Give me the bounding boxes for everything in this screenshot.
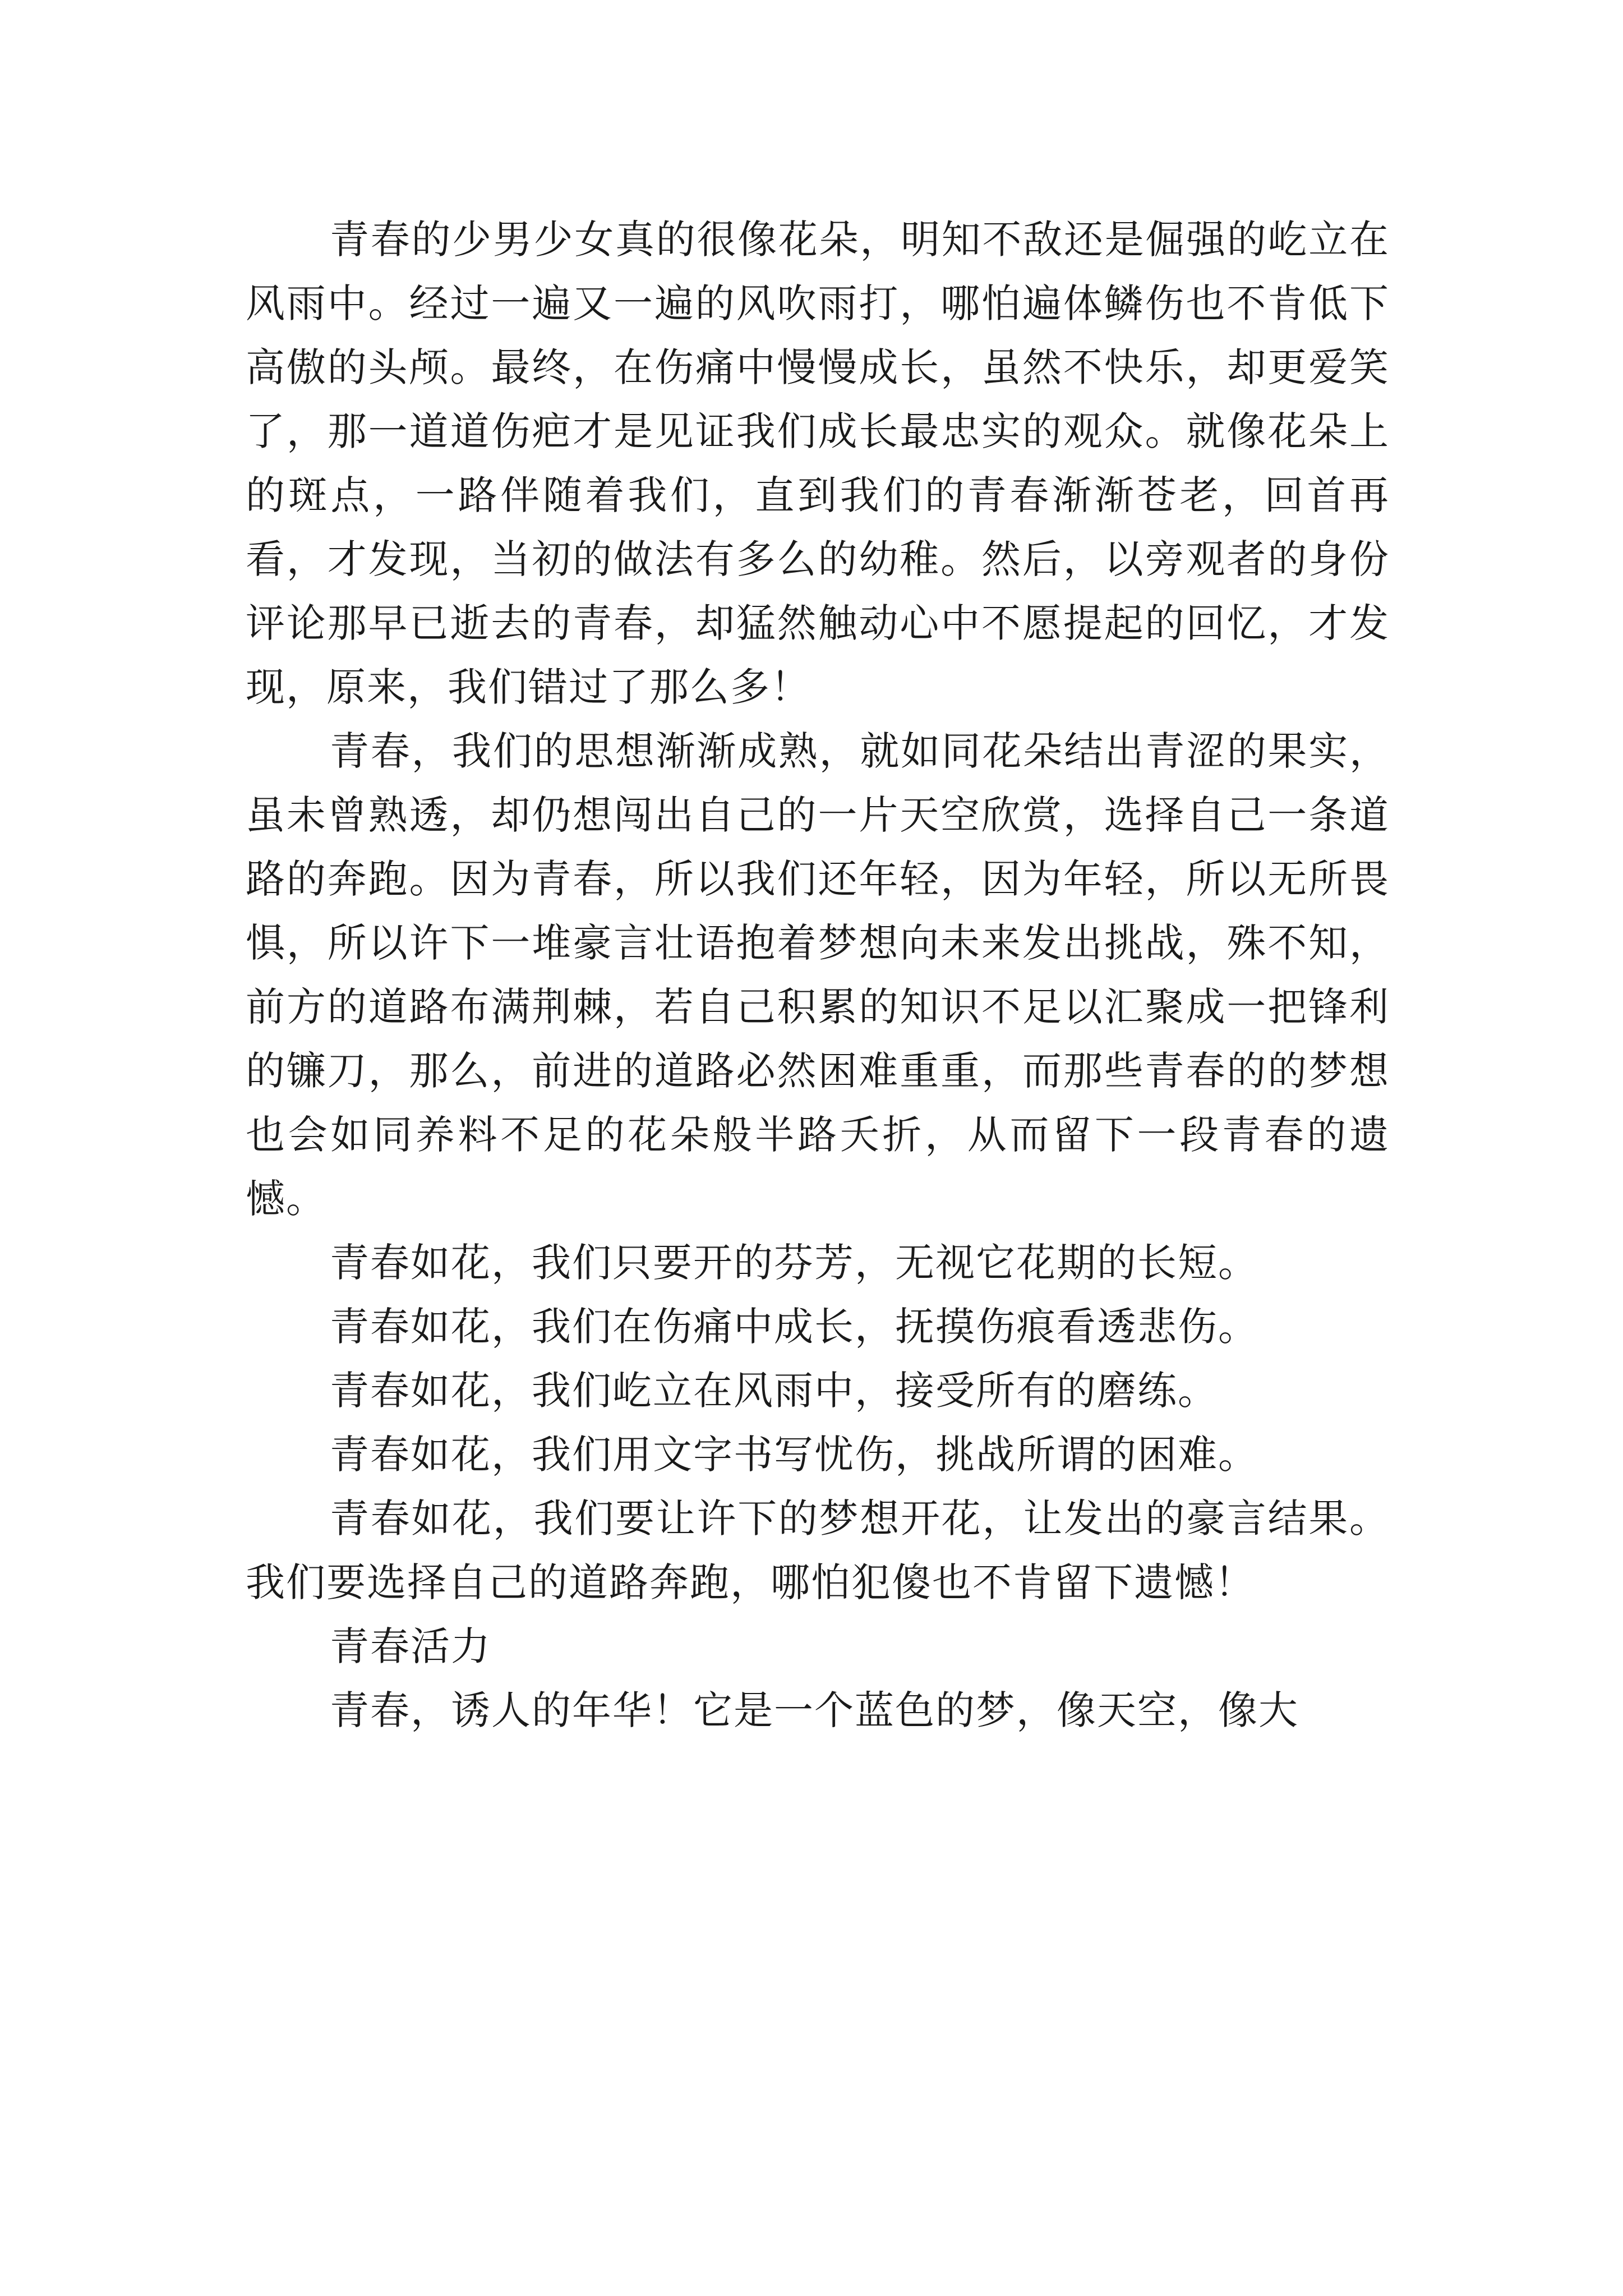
paragraph-5: 青春如花，我们屹立在风雨中，接受所有的磨练。 xyxy=(330,1368,1218,1414)
paragraph-8: 青春，诱人的年华！它是一个蓝色的梦，像天空，像大 xyxy=(330,1687,1299,1733)
paragraph-6: 青春如花，我们用文字书写忧伤，挑战所谓的困难。 xyxy=(330,1432,1258,1478)
document-body xyxy=(246,208,1390,1742)
paragraph-2: 青春，我们的思想渐渐成熟，就如同花朵结出青涩的果实，虽未曾熟透，却仍想闯出自己的一片天空欣赏，选择自己一条道路的奔跑。因为青春，所以我们还年轻，因为年轻，所以无所畏惧，所以许下一堆豪言壮语抱着梦想向未来发出挑战，殊不知，前方的道路布满荆棘，若自己积累的知识不足以汇聚成一把锋利的镰刀，那么，前进的道路必然困难重重，而那些青春的的梦想也会如同养料不足的花朵般半路夭折，从而留下一段青春的遗憾。 xyxy=(246,728,1390,1222)
section-heading: 青春活力 xyxy=(330,1623,491,1669)
paragraph-7: 青春如花，我们要让许下的梦想开花，让发出的豪言结果。我们要选择自己的道路奔跑，哪怕犯傻也不肯留下遗憾！ xyxy=(246,1496,1390,1605)
paragraph-1: 青春的少男少女真的很像花朵，明知不敌还是倔强的屹立在风雨中。经过一遍又一遍的风吹雨打，哪怕遍体鳞伤也不肯低下高傲的头颅。最终，在伤痛中慢慢成长，虽然不快乐，却更爱笑了，那一道道伤疤才是见证我们成长最忠实的观众。就像花朵上的斑点，一路伴随着我们，直到我们的青春渐渐苍老，回首再看，才发现，当初的做法有多么的幼稚。然后，以旁观者的身份评论那早已逝去的青春，却猛然触动心中不愿提起的回忆，才发现，原来，我们错过了那么多！ xyxy=(246,217,1390,710)
paragraph-3: 青春如花，我们只要开的芬芳，无视它花期的长短。 xyxy=(330,1240,1258,1286)
paragraph-4: 青春如花，我们在伤痛中成长，抚摸伤痕看透悲伤。 xyxy=(330,1304,1258,1350)
